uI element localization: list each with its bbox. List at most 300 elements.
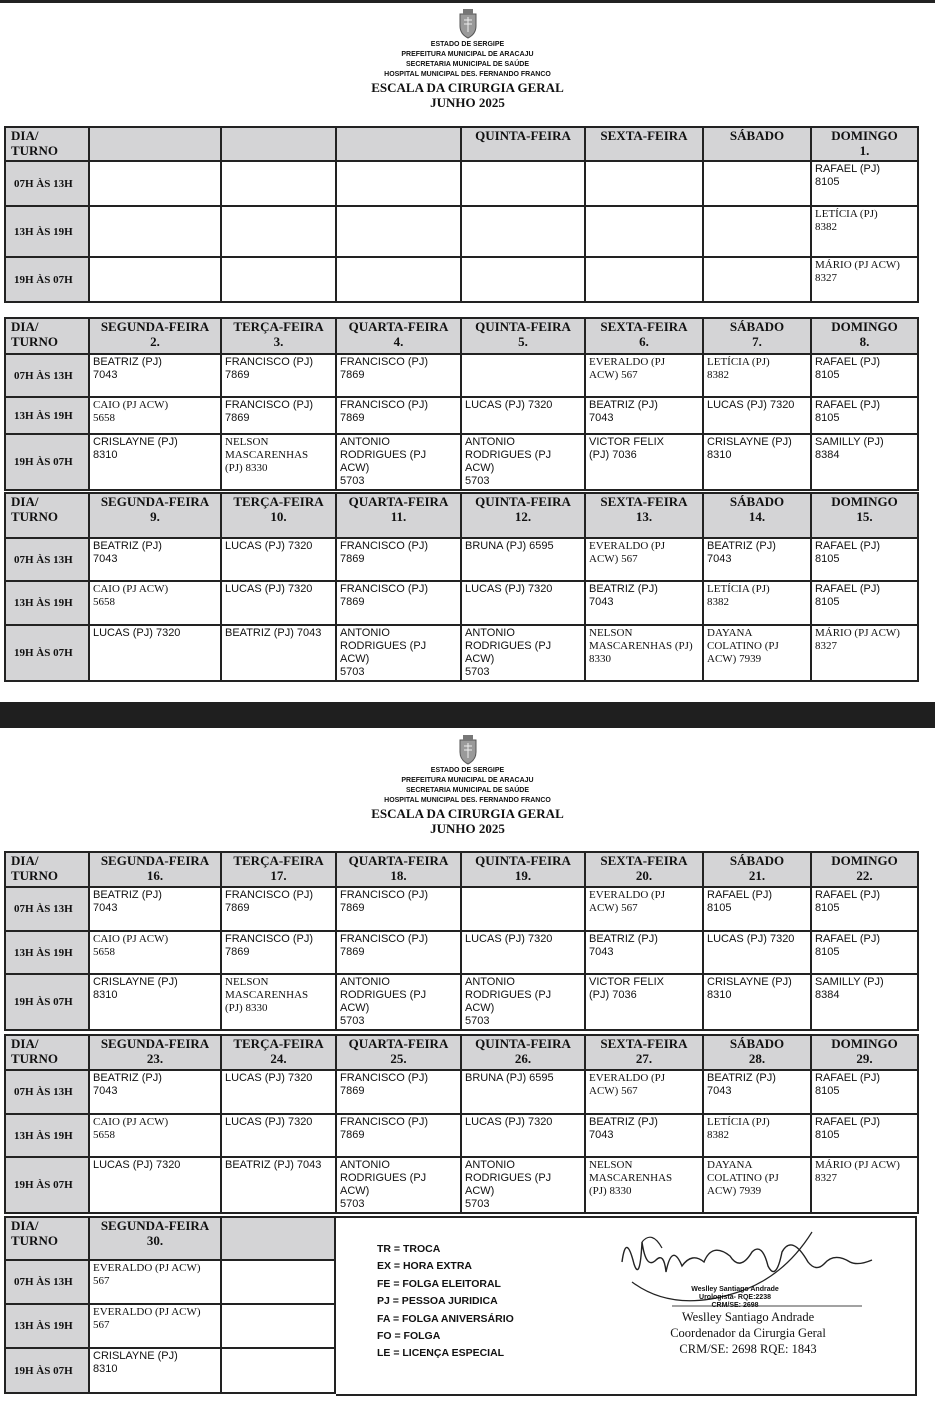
- doctor-assignment: BEATRIZ (PJ) 7043: [589, 933, 658, 958]
- shift-cell: [461, 257, 585, 302]
- doctor-assignment: ANTONIO RODRIGUES (PJ ACW) 5703: [340, 976, 427, 1027]
- doctor-assignment: CAIO (PJ ACW) 5658: [93, 399, 169, 424]
- table-row: [5, 1070, 918, 1114]
- date-label: 14.: [748, 509, 766, 524]
- shift-cell: [461, 354, 585, 397]
- shift-cell: [585, 538, 703, 581]
- shift-cell: [89, 257, 221, 302]
- weekday-label: DOMINGO: [831, 494, 898, 509]
- doctor-assignment: LETÍCIA (PJ) 8382: [707, 1116, 770, 1141]
- doctor-assignment: CAIO (PJ ACW) 5658: [93, 1116, 169, 1141]
- shift-cell: [221, 1114, 336, 1157]
- doctor-assignment: BEATRIZ (PJ) 7043: [225, 627, 322, 639]
- date-label: 28.: [748, 1051, 766, 1066]
- shift-cell: [585, 161, 703, 206]
- date-label: 6.: [639, 334, 649, 349]
- table-row: [5, 354, 918, 397]
- doctor-assignment: [222, 207, 335, 209]
- shift-cell: [89, 1260, 221, 1304]
- day-header: [89, 1035, 221, 1070]
- doctor-assignment: LUCAS (PJ) 7320: [465, 583, 553, 595]
- shift-cell: [221, 538, 336, 581]
- shift-cell: [336, 397, 461, 434]
- dia-turno-header: [5, 493, 89, 538]
- weekday-label: DOMINGO: [831, 319, 898, 334]
- doctor-assignment: BEATRIZ (PJ) 7043: [589, 1116, 658, 1141]
- table-row: [5, 1304, 335, 1348]
- date-label: 10.: [270, 509, 287, 524]
- shift-cell: [811, 581, 918, 625]
- shift-cell: [703, 161, 811, 206]
- shift-cell: [703, 931, 811, 974]
- doctor-assignment: RAFAEL (PJ) 8105: [707, 889, 772, 914]
- turno-label: TURNO: [11, 1233, 58, 1248]
- day-header: [703, 852, 811, 887]
- day-header: [221, 852, 336, 887]
- doctor-assignment: BEATRIZ (PJ) 7043: [589, 399, 658, 424]
- shift-cell: [585, 581, 703, 625]
- turno-label: TURNO: [11, 868, 58, 883]
- doctor-assignment: LUCAS (PJ) 7320: [225, 583, 313, 595]
- doctor-assignment: [462, 888, 584, 890]
- date-label: 29.: [856, 1051, 873, 1066]
- shift-cell: [89, 538, 221, 581]
- weekday-label: TERÇA-FEIRA: [233, 319, 324, 334]
- doctor-assignment: FRANCISCO (PJ) 7869: [225, 399, 313, 424]
- shift-label: 07H ÀS 13H: [5, 354, 89, 397]
- doctor-assignment: CRISLAYNE (PJ) 8310: [707, 976, 792, 1001]
- shift-label: 13H ÀS 19H: [5, 581, 89, 625]
- shift-cell: [89, 434, 221, 490]
- doctor-assignment: CRISLAYNE (PJ) 8310: [93, 976, 178, 1001]
- turno-label: TURNO: [11, 1051, 58, 1066]
- shift-cell: [811, 625, 918, 681]
- doctor-assignment: RAFAEL (PJ) 8105: [815, 540, 880, 565]
- shift-cell: [585, 625, 703, 681]
- shift-cell: [811, 538, 918, 581]
- shift-cell: [336, 625, 461, 681]
- dia-label: DIA/: [11, 1036, 39, 1051]
- doctor-assignment: FRANCISCO (PJ) 7869: [340, 540, 428, 565]
- shift-cell: [811, 161, 918, 206]
- shift-cell: [585, 887, 703, 931]
- weekday-label: QUARTA-FEIRA: [348, 494, 449, 509]
- weekday-label: QUINTA-FEIRA: [475, 494, 571, 509]
- weekday-label: TERÇA-FEIRA: [233, 1036, 324, 1051]
- top-border: [0, 0, 935, 3]
- table-row: [5, 581, 918, 625]
- shift-cell: [89, 206, 221, 257]
- schedule-week-1: [4, 126, 919, 303]
- shift-cell: [585, 354, 703, 397]
- dia-label: DIA/: [11, 319, 39, 334]
- dia-label: DIA/: [11, 853, 39, 868]
- day-header: [221, 1035, 336, 1070]
- shift-cell: [703, 1114, 811, 1157]
- weekday-label: SEGUNDA-FEIRA: [100, 1036, 210, 1051]
- shift-cell: [585, 257, 703, 302]
- date-label: 3.: [273, 334, 284, 349]
- day-header: [703, 1035, 811, 1070]
- date-label: 9.: [150, 509, 160, 524]
- shift-cell: [811, 887, 918, 931]
- doctor-assignment: NELSON MASCARENHAS (PJ) 8330: [589, 627, 693, 665]
- doctor-assignment: RAFAEL (PJ) 8105: [815, 1116, 880, 1141]
- shift-cell: [221, 974, 336, 1030]
- shift-cell: [585, 1070, 703, 1114]
- doctor-assignment: RAFAEL (PJ) 8105: [815, 1072, 880, 1097]
- date-label: 26.: [514, 1051, 532, 1066]
- doctor-assignment: DAYANA COLATINO (PJ ACW) 7939: [707, 1159, 779, 1197]
- shift-cell: [703, 397, 811, 434]
- date-label: 11.: [390, 509, 407, 524]
- doctor-assignment: BRUNA (PJ) 6595: [465, 1072, 554, 1084]
- shift-cell: [336, 538, 461, 581]
- header-prefeitura: PREFEITURA MUNICIPAL DE ARACAJU: [401, 777, 534, 784]
- shift-cell: [461, 887, 585, 931]
- doctor-assignment: LUCAS (PJ) 7320: [465, 933, 553, 945]
- weekday-label: QUARTA-FEIRA: [348, 319, 449, 334]
- weekday-label: SEGUNDA-FEIRA: [100, 494, 210, 509]
- doctor-assignment: [222, 1261, 334, 1263]
- shift-cell: [89, 354, 221, 397]
- legend-item: FO = FOLGA: [377, 1330, 441, 1343]
- weekday-label: SEXTA-FEIRA: [600, 319, 688, 334]
- doctor-assignment: EVERALDO (PJ ACW) 567: [589, 889, 666, 914]
- date-label: 1.: [859, 143, 870, 158]
- weekday-label: QUARTA-FEIRA: [348, 1036, 449, 1051]
- shift-cell: [703, 1157, 811, 1213]
- coat-of-arms-icon: [456, 734, 480, 766]
- doctor-assignment: [462, 355, 584, 357]
- date-label: [222, 128, 335, 143]
- shift-label: 19H ÀS 07H: [5, 974, 89, 1030]
- doctor-assignment: EVERALDO (PJ ACW) 567: [93, 1306, 201, 1331]
- weekday-label: TERÇA-FEIRA: [233, 494, 324, 509]
- legend-item: TR = TROCA: [377, 1243, 441, 1255]
- doctor-assignment: BEATRIZ (PJ) 7043: [707, 540, 776, 565]
- weekday-label: SEXTA-FEIRA: [600, 128, 688, 143]
- doctor-assignment: [337, 162, 460, 164]
- doctor-assignment: VICTOR FELIX (PJ) 7036: [589, 436, 664, 461]
- doctor-assignment: FRANCISCO (PJ) 7869: [225, 889, 313, 914]
- shift-cell: [336, 581, 461, 625]
- weekday-label: SEGUNDA-FEIRA: [100, 1218, 210, 1233]
- day-header: [336, 1035, 461, 1070]
- table-row: [5, 931, 918, 974]
- date-label: [586, 143, 702, 158]
- shift-cell: [336, 974, 461, 1030]
- schedule-week-5: [4, 1034, 919, 1214]
- header-hospital: HOSPITAL MUNICIPAL DES. FERNANDO FRANCO: [384, 71, 551, 78]
- date-label: [704, 143, 810, 158]
- date-label: 16.: [146, 868, 164, 883]
- doctor-assignment: [337, 207, 460, 209]
- day-header: [703, 318, 811, 354]
- shift-cell: [89, 397, 221, 434]
- doctor-assignment: [462, 162, 584, 164]
- doctor-assignment: CAIO (PJ ACW) 5658: [93, 583, 169, 608]
- doctor-assignment: VICTOR FELIX (PJ) 7036: [589, 976, 664, 1001]
- shift-cell: [461, 1070, 585, 1114]
- doctor-assignment: MÁRIO (PJ ACW) 8327: [815, 1159, 900, 1184]
- page-divider: [0, 702, 935, 728]
- day-header: [221, 1217, 335, 1260]
- doctor-assignment: MÁRIO (PJ ACW) 8327: [815, 627, 900, 652]
- doctor-assignment: BEATRIZ (PJ) 7043: [93, 889, 162, 914]
- doctor-assignment: LUCAS (PJ) 7320: [465, 1116, 553, 1128]
- doctor-assignment: BEATRIZ (PJ) 7043: [225, 1159, 322, 1171]
- day-header: [89, 318, 221, 354]
- date-label: [90, 128, 220, 143]
- stamp-role: Urologista- RQE:2238: [699, 1294, 771, 1301]
- table-row: [5, 887, 918, 931]
- doctor-assignment: BEATRIZ (PJ) 7043: [93, 356, 162, 381]
- shift-cell: [461, 974, 585, 1030]
- day-header: [811, 1035, 918, 1070]
- day-header: [336, 493, 461, 538]
- dia-label: DIA/: [11, 1218, 39, 1233]
- date-label: 12.: [514, 509, 532, 524]
- date-label: 21.: [748, 868, 766, 883]
- day-header: [703, 127, 811, 161]
- date-label: 2.: [150, 334, 160, 349]
- dia-turno-header: [5, 1035, 89, 1070]
- table-row: [5, 434, 918, 490]
- weekday-label: QUINTA-FEIRA: [475, 853, 571, 868]
- header-title: ESCALA DA CIRURGIA GERAL: [371, 806, 564, 821]
- shift-cell: [89, 974, 221, 1030]
- doctor-assignment: RAFAEL (PJ) 8105: [815, 583, 880, 608]
- doctor-assignment: [90, 258, 220, 260]
- shift-cell: [336, 257, 461, 302]
- doctor-assignment: LUCAS (PJ) 7320: [225, 1072, 313, 1084]
- doctor-assignment: [337, 258, 460, 260]
- doctor-assignment: RAFAEL (PJ) 8105: [815, 399, 880, 424]
- date-label: 17.: [270, 868, 287, 883]
- doctor-assignment: FRANCISCO (PJ) 7869: [340, 889, 428, 914]
- shift-cell: [703, 538, 811, 581]
- shift-cell: [703, 257, 811, 302]
- turno-label: TURNO: [11, 334, 58, 349]
- table-row: [5, 974, 918, 1030]
- doctor-assignment: DAYANA COLATINO (PJ ACW) 7939: [707, 627, 779, 665]
- shift-cell: [336, 887, 461, 931]
- doctor-assignment: LUCAS (PJ) 7320: [93, 627, 181, 639]
- shift-cell: [336, 354, 461, 397]
- doctor-assignment: [462, 207, 584, 209]
- day-header: [336, 127, 461, 161]
- schedule-week-6: [4, 1216, 336, 1394]
- shift-cell: [703, 354, 811, 397]
- day-header: [461, 127, 585, 161]
- table-row: [5, 625, 918, 681]
- day-header: [585, 127, 703, 161]
- weekday-label: SÁBADO: [729, 494, 785, 509]
- legend-item: PJ = PESSOA JURIDICA: [377, 1295, 498, 1308]
- day-header: [461, 493, 585, 538]
- doctor-assignment: LETÍCIA (PJ) 8382: [707, 583, 770, 608]
- shift-cell: [221, 257, 336, 302]
- dia-turno-header: [5, 127, 89, 161]
- shift-cell: [89, 931, 221, 974]
- day-header: [811, 852, 918, 887]
- shift-cell: [811, 974, 918, 1030]
- date-label: [462, 143, 584, 158]
- shift-cell: [461, 538, 585, 581]
- day-header: [585, 1035, 703, 1070]
- shift-cell: [336, 161, 461, 206]
- doctor-assignment: ANTONIO RODRIGUES (PJ ACW) 5703: [465, 1159, 552, 1210]
- shift-cell: [89, 1114, 221, 1157]
- doctor-assignment: ANTONIO RODRIGUES (PJ ACW) 5703: [340, 1159, 427, 1210]
- doctor-assignment: [222, 258, 335, 260]
- doctor-assignment: FRANCISCO (PJ) 7869: [225, 356, 313, 381]
- doctor-stamp: [660, 1286, 810, 1310]
- date-label: 24.: [270, 1051, 287, 1066]
- shift-cell: [89, 1304, 221, 1348]
- doctor-assignment: ANTONIO RODRIGUES (PJ ACW) 5703: [340, 627, 427, 678]
- date-label: 20.: [635, 868, 653, 883]
- date-label: 7.: [752, 334, 762, 349]
- doctor-assignment: SAMILLY (PJ) 8384: [815, 436, 884, 461]
- doctor-assignment: [222, 1305, 334, 1307]
- doctor-assignment: [462, 258, 584, 260]
- shift-label: 07H ÀS 13H: [5, 161, 89, 206]
- doctor-assignment: EVERALDO (PJ ACW) 567: [589, 540, 666, 565]
- day-header: [89, 852, 221, 887]
- schedule-week-2: [4, 317, 919, 491]
- date-label: 27.: [635, 1051, 653, 1066]
- shift-cell: [703, 434, 811, 490]
- header-state: ESTADO DE SERGIPE: [430, 767, 505, 774]
- day-header: [703, 493, 811, 538]
- shift-label: 13H ÀS 19H: [5, 1114, 89, 1157]
- table-row: [5, 1114, 918, 1157]
- legend-item: FE = FOLGA ELEITORAL: [377, 1277, 501, 1290]
- shift-cell: [585, 434, 703, 490]
- shift-cell: [221, 931, 336, 974]
- day-header: [811, 127, 918, 161]
- header-hospital: HOSPITAL MUNICIPAL DES. FERNANDO FRANCO: [384, 797, 551, 804]
- header-month: JUNHO 2025: [430, 821, 505, 836]
- doctor-assignment: EVERALDO (PJ ACW) 567: [589, 1072, 666, 1097]
- day-header: [221, 493, 336, 538]
- weekday-label: SEXTA-FEIRA: [600, 1036, 688, 1051]
- doctor-assignment: BEATRIZ (PJ) 7043: [707, 1072, 776, 1097]
- shift-label: 13H ÀS 19H: [5, 397, 89, 434]
- shift-label: 19H ÀS 07H: [5, 257, 89, 302]
- shift-cell: [811, 354, 918, 397]
- weekday-label: QUARTA-FEIRA: [348, 853, 449, 868]
- shift-label: 07H ÀS 13H: [5, 1260, 89, 1304]
- doctor-assignment: BRUNA (PJ) 6595: [465, 540, 554, 552]
- shift-label: 19H ÀS 07H: [5, 1348, 89, 1393]
- doctor-assignment: FRANCISCO (PJ) 7869: [340, 583, 428, 608]
- shift-cell: [336, 206, 461, 257]
- shift-label: 13H ÀS 19H: [5, 1304, 89, 1348]
- doctor-assignment: [222, 162, 335, 164]
- legend-item: EX = HORA EXTRA: [377, 1260, 473, 1273]
- table-row: [5, 161, 918, 206]
- shift-cell: [221, 397, 336, 434]
- legend-item: LE = LICENÇA ESPECIAL: [377, 1347, 505, 1360]
- doctor-assignment: RAFAEL (PJ) 8105: [815, 163, 880, 188]
- date-label: 19.: [514, 868, 532, 883]
- weekday-label: TERÇA-FEIRA: [233, 853, 324, 868]
- shift-cell: [461, 1114, 585, 1157]
- shift-cell: [221, 625, 336, 681]
- table-row: [5, 538, 918, 581]
- table-row: [5, 1348, 335, 1393]
- turno-label: TURNO: [11, 509, 58, 524]
- shift-cell: [811, 1157, 918, 1213]
- date-label: 4.: [393, 334, 404, 349]
- doctor-assignment: EVERALDO (PJ ACW) 567: [589, 356, 666, 381]
- shift-cell: [811, 397, 918, 434]
- day-header: [89, 493, 221, 538]
- dia-turno-header: [5, 1217, 89, 1260]
- date-label: 15.: [856, 509, 873, 524]
- shift-cell: [585, 206, 703, 257]
- header-prefeitura: PREFEITURA MUNICIPAL DE ARACAJU: [401, 51, 534, 58]
- shift-cell: [221, 354, 336, 397]
- shift-cell: [703, 887, 811, 931]
- header-state: ESTADO DE SERGIPE: [430, 41, 505, 48]
- weekday-label: SEGUNDA-FEIRA: [100, 319, 210, 334]
- day-header: [461, 1035, 585, 1070]
- weekday-label: SEXTA-FEIRA: [600, 853, 688, 868]
- doctor-assignment: BEATRIZ (PJ) 7043: [589, 583, 658, 608]
- shift-cell: [811, 1070, 918, 1114]
- shift-cell: [336, 434, 461, 490]
- date-label: 30.: [146, 1233, 164, 1248]
- doctor-assignment: LUCAS (PJ) 7320: [93, 1159, 181, 1171]
- shift-cell: [461, 1157, 585, 1213]
- shift-cell: [89, 1070, 221, 1114]
- doctor-assignment: FRANCISCO (PJ) 7869: [340, 1072, 428, 1097]
- date-label: [222, 1218, 334, 1233]
- table-row: [5, 1157, 918, 1213]
- shift-cell: [585, 1157, 703, 1213]
- header-secretaria: SECRETARIA MUNICIPAL DE SAÚDE: [405, 787, 530, 794]
- shift-cell: [585, 1114, 703, 1157]
- shift-cell: [221, 581, 336, 625]
- doctor-assignment: RAFAEL (PJ) 8105: [815, 889, 880, 914]
- shift-cell: [703, 206, 811, 257]
- doctor-assignment: ANTONIO RODRIGUES (PJ ACW) 5703: [340, 436, 427, 487]
- signature-role: Coordenador da Cirurgia Geral: [670, 1326, 826, 1340]
- doctor-assignment: [90, 207, 220, 209]
- shift-cell: [221, 1348, 335, 1393]
- shift-cell: [221, 1260, 335, 1304]
- day-header: [585, 318, 703, 354]
- date-label: 13.: [635, 509, 653, 524]
- weekday-label: SÁBADO: [729, 319, 785, 334]
- shift-cell: [703, 625, 811, 681]
- doctor-assignment: CAIO (PJ ACW) 5658: [93, 933, 169, 958]
- table-row: [5, 397, 918, 434]
- dia-turno-header: [5, 852, 89, 887]
- shift-cell: [89, 1348, 221, 1393]
- doctor-assignment: SAMILLY (PJ) 8384: [815, 976, 884, 1001]
- doctor-assignment: [704, 258, 810, 260]
- doctor-assignment: RAFAEL (PJ) 8105: [815, 356, 880, 381]
- coat-of-arms-icon: [456, 8, 480, 40]
- day-header: [585, 852, 703, 887]
- doctor-assignment: FRANCISCO (PJ) 7869: [340, 399, 428, 424]
- day-header: [461, 318, 585, 354]
